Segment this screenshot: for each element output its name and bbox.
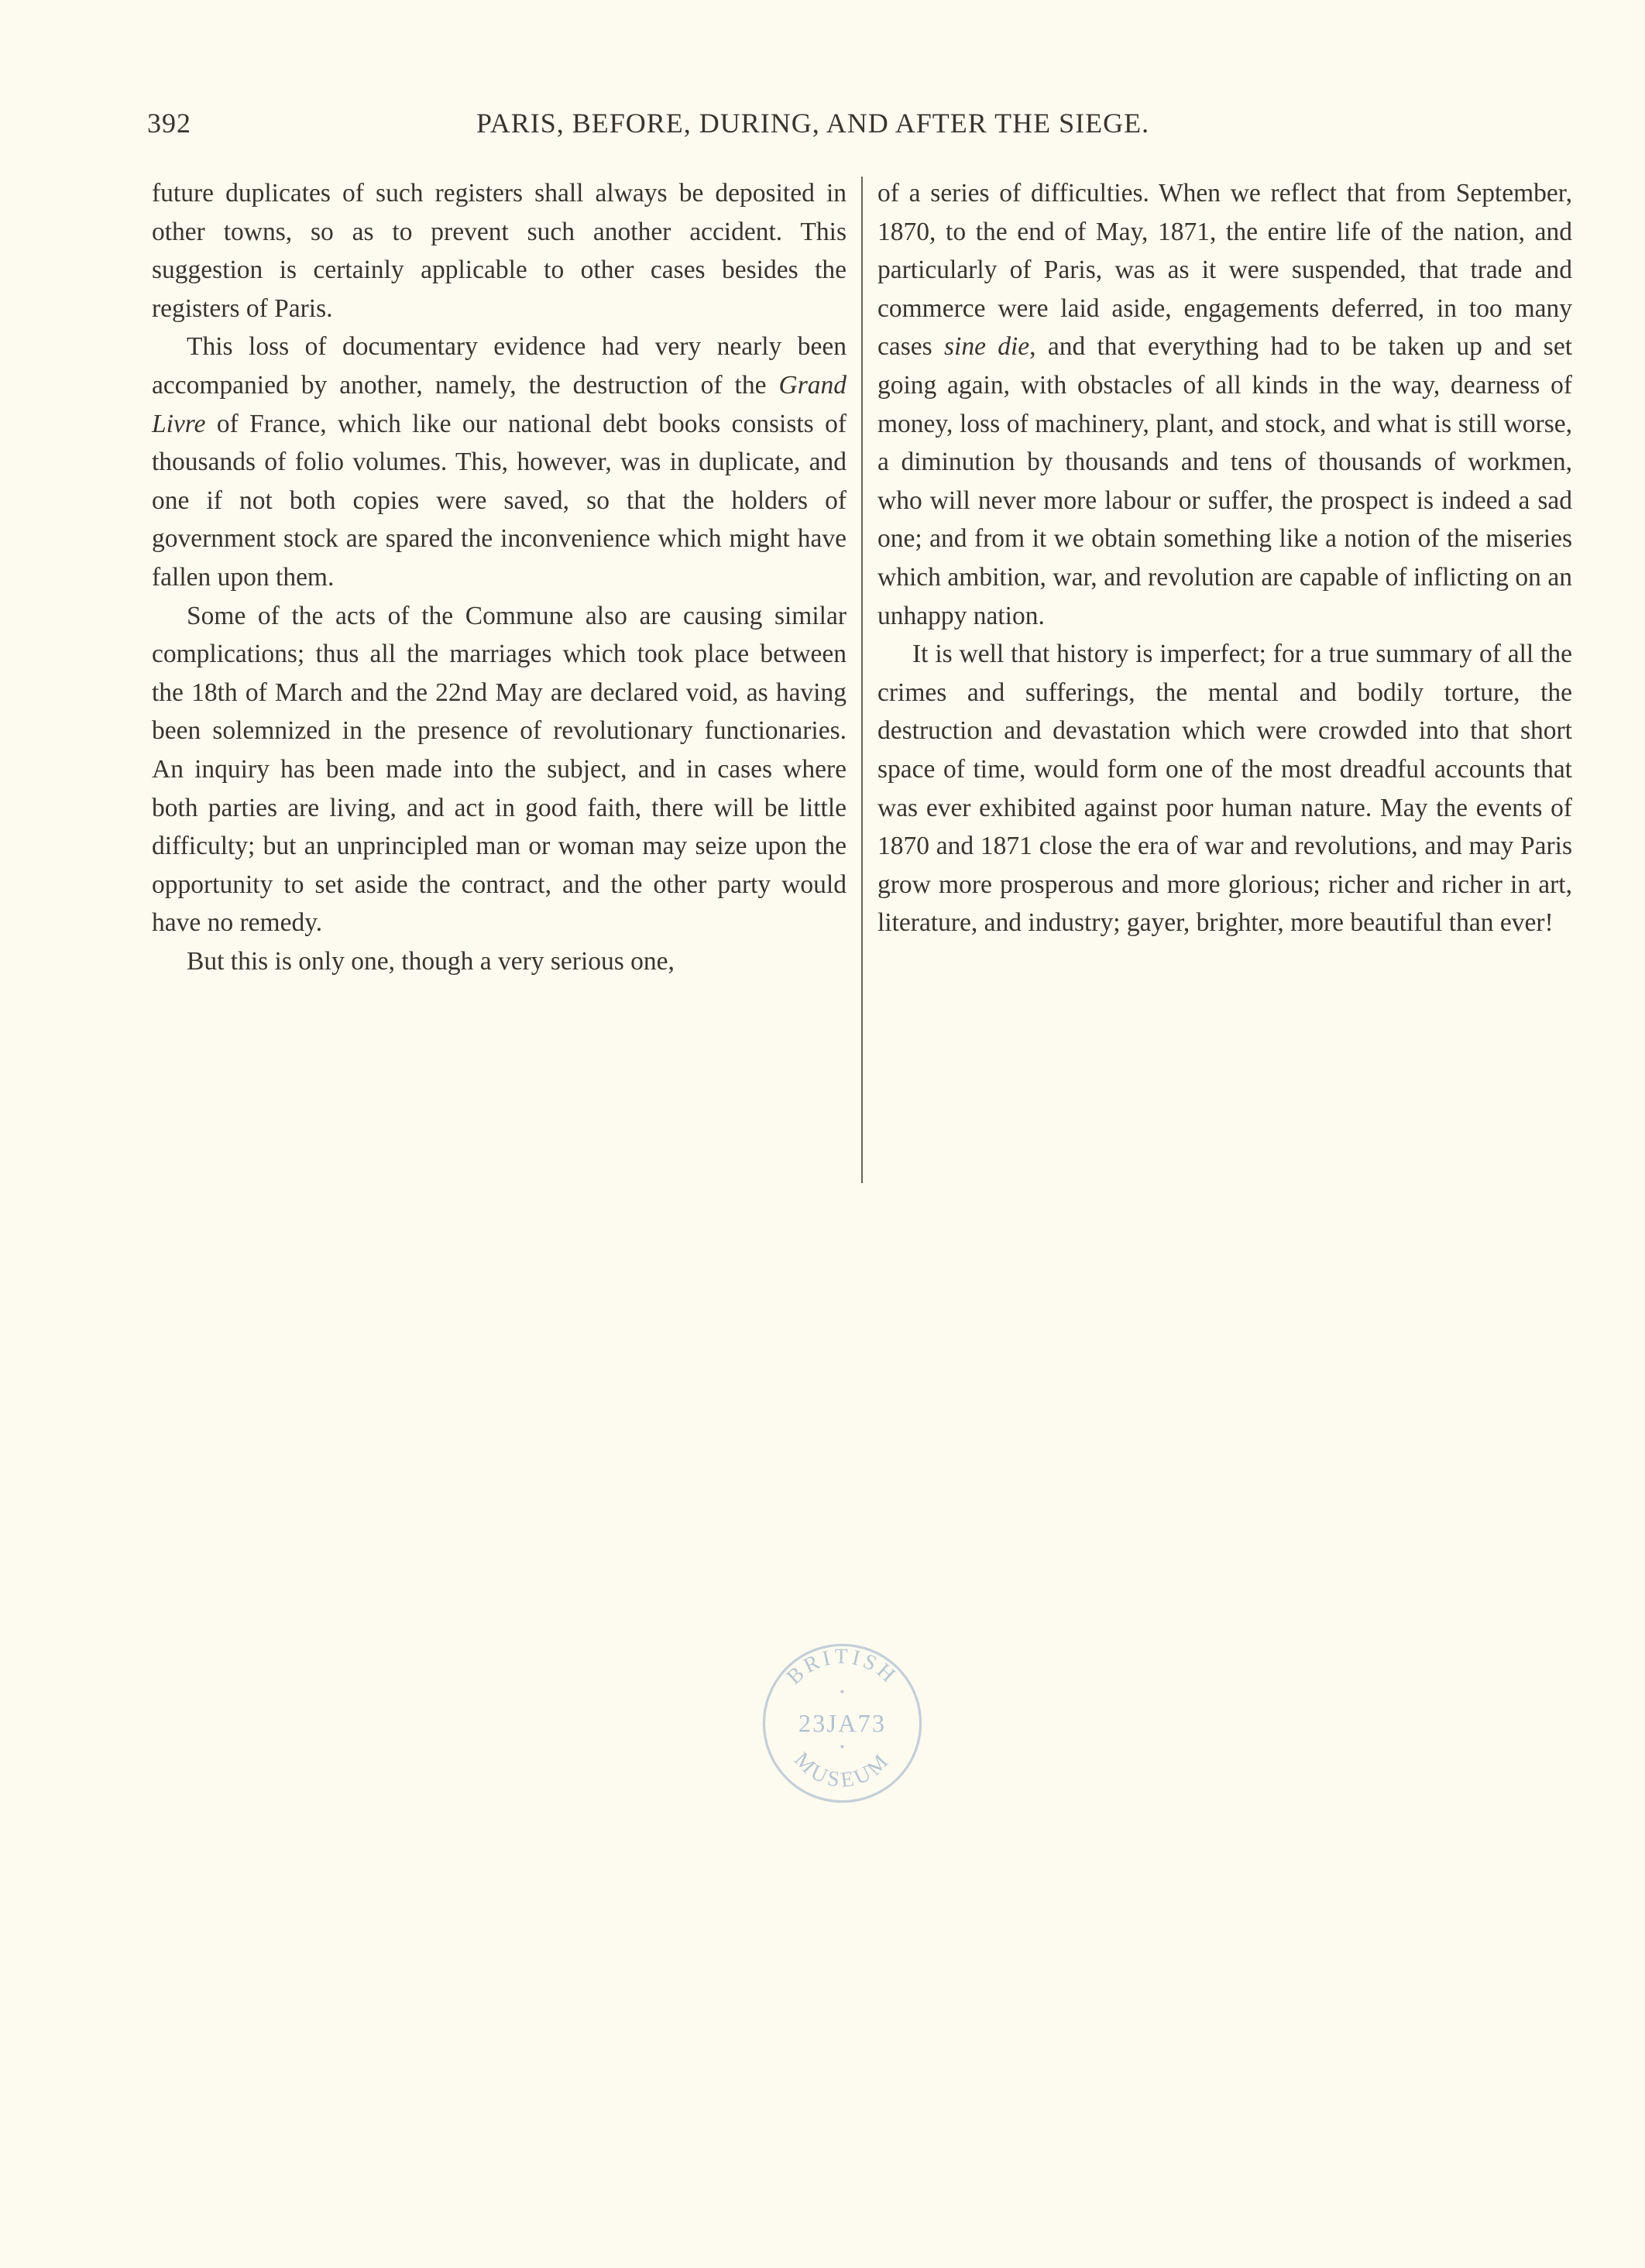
svg-text:BRITISH xyxy=(782,1645,902,1690)
italic-phrase: sine die xyxy=(943,332,1030,362)
stamp-top-text: BRITISH xyxy=(782,1645,902,1690)
paragraph: It is well that history is imperfect; for a true summary of all the crimes and sufferings, the mental and bodily torture, the destruction and devastation which were crowded into that short space of time, would form one of the most dreadful accounts that was ever exhibited against poor human nature. May the events of 1870 and 1871 close the era of war and revolutions, and may Paris grow more prosperous and more glorious; richer and richer in art, literature, and industry; gayer, brighter, more beautiful than ever! xyxy=(877,640,1572,938)
stamp-dot xyxy=(840,1690,843,1693)
running-title: PARIS, BEFORE, DURING, AND AFTER THE SIEGE. xyxy=(476,108,1150,139)
paragraph xyxy=(877,174,1572,635)
stamp-date: 23JA73 xyxy=(798,1709,887,1738)
paragraph: But this is only one, though a very serious one, xyxy=(187,946,675,976)
stamp-dot xyxy=(840,1745,843,1748)
stamp-bottom-text: MUSEUM xyxy=(789,1748,895,1793)
library-stamp xyxy=(759,1640,926,1807)
running-header xyxy=(147,107,1464,146)
left-column xyxy=(152,174,847,980)
text-run: , and that everything had to be taken up and set going again, with obstacles of all kinds in the way, dearness of money, loss of machinery, plant, and stock, and what is still worse, a diminution by thousands and tens of thousands of workmen, who will never more labour or suffer, the prospect is indeed a sad one; and from it we obtain something like a notion of the miseries which ambition, war, and revolution are capable of inflicting on an unhappy nation. xyxy=(877,332,1572,630)
page-number: 392 xyxy=(147,108,191,139)
italic-title: Grand Livre xyxy=(152,370,847,438)
text-run: of a series of difficulties. When we reflect that from September, 1870, to the end of May, 1871, the entire life of the nation, and particularly of Paris, was as it were suspended, that trade and commerce were laid aside, engagements deferred, in too many cases xyxy=(877,179,1572,362)
paragraph: Some of the acts of the Commune also are causing similar complications; thus all the marriages which took place between the 18th of March and the 22nd May are declared void, as having been solemnized in the presence of revolutionary functionaries. An inquiry has been made into the subject, and in cases where both parties are living, and act in good faith, there will be little difficulty; but an unprincipled man or woman may seize upon the opportunity to set aside the contract, and the other party would have no remedy. xyxy=(152,601,847,938)
text-run: This loss of documentary evidence had very nearly been accompanied by another, namely, the destruction of the xyxy=(152,332,847,400)
column-divider xyxy=(861,177,863,1183)
paragraph: future duplicates of such registers shall always be deposited in other towns, so as to prevent such another accident. This suggestion is certainly applicable to other cases besides the registers of Paris. xyxy=(152,179,847,323)
svg-text:MUSEUM xyxy=(789,1748,895,1793)
right-column xyxy=(877,174,1572,942)
text-run: of France, which like our national debt books consists of thousands of folio volumes. This, however, was in duplicate, and one if not both copies were saved, so that the holders of government stock are spared the inconvenience which might have fallen upon them. xyxy=(152,409,847,592)
paragraph xyxy=(152,328,847,596)
